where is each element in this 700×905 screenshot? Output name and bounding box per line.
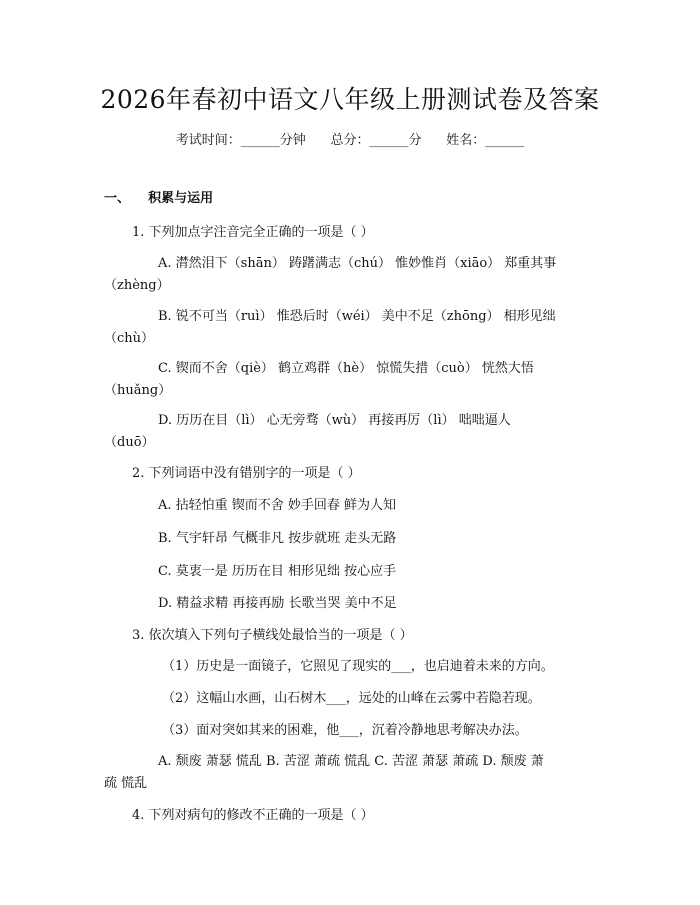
- question-1-option-a: A. 潸然泪下（shān） 踌躇满志（chú） 惟妙惟肖（xiāo） 郑重其事: [158, 256, 557, 271]
- question-3-sentence-3: （3）面对突如其来的困难，他___，沉着冷静地思考解决办法。: [162, 723, 528, 738]
- question-1-option-c: C. 锲而不舍（qiè） 鹤立鸡群（hè） 惊慌失措（cuò） 恍然大悟: [158, 361, 534, 376]
- question-3-stem: 3. 依次填入下列句子横线处最恰当的一项是（ ）: [132, 628, 413, 643]
- question-3-options: A. 颓废 萧瑟 慌乱 B. 苦涩 萧疏 慌乱 C. 苦涩 萧瑟 萧疏 D. 颓废 萧: [158, 754, 544, 769]
- question-3-options-wrap: 疏 慌乱: [104, 776, 148, 791]
- question-2-option-d: D. 精益求精 再接再励 长歌当哭 美中不足: [158, 596, 397, 611]
- question-2-option-a: A. 拈轻怕重 锲而不舍 妙手回春 鲜为人知: [158, 498, 397, 513]
- question-1-option-b: B. 锐不可当（ruì） 惟恐后时（wéi） 美中不足（zhōng） 相形见绌: [158, 309, 556, 324]
- question-1-option-b-wrap: （chù）: [104, 331, 155, 346]
- question-3-sentence-1: （1）历史是一面镜子，它照见了现实的___，也启迪着未来的方向。: [162, 659, 554, 674]
- question-2-option-c: C. 莫衷一是 历历在目 相形见绌 按心应手: [158, 564, 397, 579]
- question-2-option-b: B. 气宇轩昂 气概非凡 按步就班 走头无路: [158, 531, 397, 546]
- section-heading: 一、 积累与运用: [104, 191, 214, 206]
- question-1-option-a-wrap: （zhèng）: [104, 278, 170, 293]
- page-title: 2026年春初中语文八年级上册测试卷及答案: [100, 85, 600, 114]
- question-4-stem: 4. 下列对病句的修改不正确的一项是（ ）: [132, 808, 374, 823]
- question-1-option-d: D. 历历在目（lì） 心无旁骛（wù） 再接再厉（lì） 咄咄逼人: [158, 413, 511, 428]
- question-2-stem: 2. 下列词语中没有错别字的一项是（ ）: [132, 466, 361, 481]
- question-1-option-d-wrap: （duō）: [104, 435, 155, 450]
- question-3-sentence-2: （2）这幅山水画，山石树木___，远处的山峰在云雾中若隐若现。: [162, 691, 541, 706]
- question-1-stem: 1. 下列加点字注音完全正确的一项是（ ）: [132, 225, 374, 240]
- exam-info-line: 考试时间：______分钟 总分：______分 姓名：______: [175, 133, 525, 148]
- question-1-option-c-wrap: （huǎng）: [104, 383, 172, 398]
